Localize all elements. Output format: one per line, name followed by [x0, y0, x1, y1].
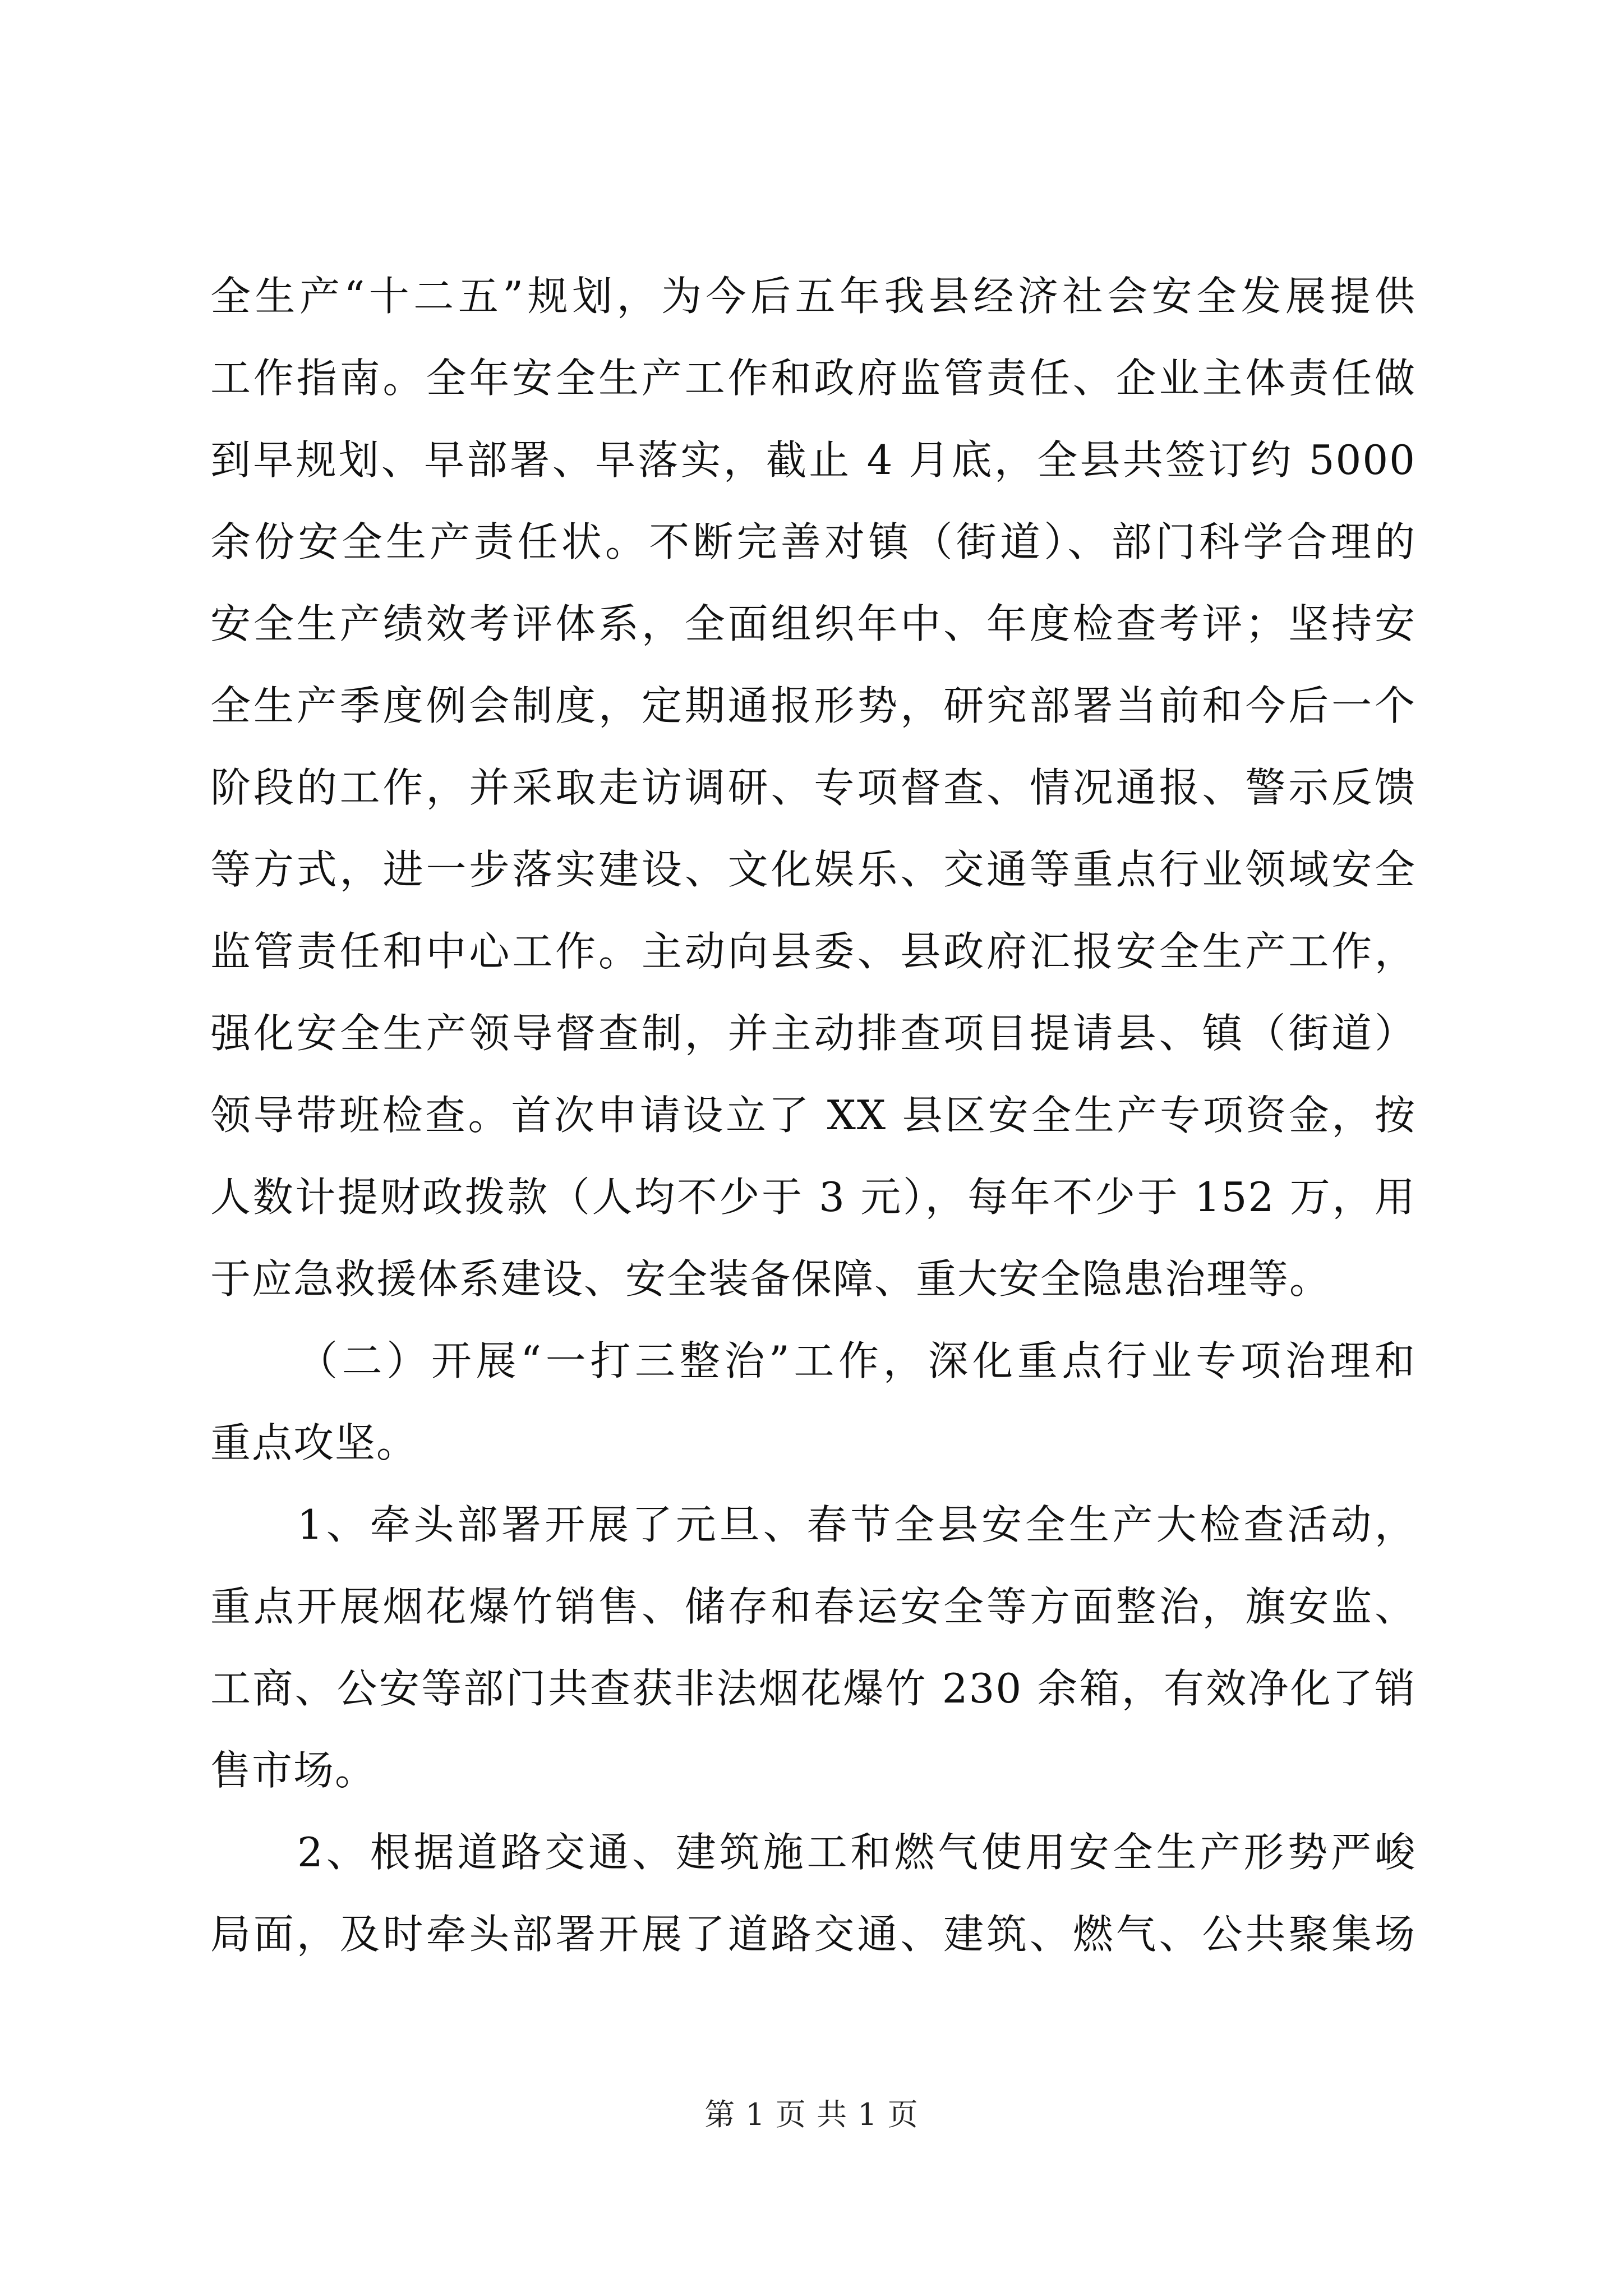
text-line: 重点开展烟花爆竹销售、储存和春运安全等方面整治，旗安监、 [210, 1583, 1416, 1630]
text-line: 强化安全生产领导督查制，并主动排查项目提请县、镇（街道） [210, 1010, 1416, 1057]
text-line: 工商、公安等部门共查获非法烟花爆竹 230 余箱，有效净化了销 [210, 1665, 1416, 1712]
text-line: 阶段的工作，并采取走访调研、专项督查、情况通报、警示反馈 [210, 764, 1416, 811]
text-line: 局面，及时牵头部署开展了道路交通、建筑、燃气、公共聚集场 [210, 1911, 1416, 1958]
section-heading-line: （二）开展“一打三整治”工作，深化重点行业专项治理和 [297, 1337, 1416, 1384]
text-line: 监管责任和中心工作。主动向县委、县政府汇报安全生产工作， [210, 928, 1416, 975]
text-line: 售市场。 [210, 1747, 377, 1794]
list-item-line: 2、根据道路交通、建筑施工和燃气使用安全生产形势严峻 [297, 1829, 1416, 1876]
document-body [210, 255, 1416, 1975]
text-line: 工作指南。全年安全生产工作和政府监管责任、企业主体责任做 [210, 355, 1416, 402]
text-line: 等方式，进一步落实建设、文化娱乐、交通等重点行业领域安全 [210, 846, 1416, 893]
text-line: 到早规划、早部署、早落实，截止 4 月底，全县共签订约 5000 [210, 436, 1416, 484]
page-footer: 第 1 页 共 1 页 [704, 2097, 919, 2132]
text-line: 重点攻坚。 [210, 1419, 418, 1466]
text-line: 于应急救援体系建设、安全装备保障、重大安全隐患治理等。 [210, 1255, 1331, 1303]
text-line: 全生产季度例会制度，定期通报形势，研究部署当前和今后一个 [210, 682, 1416, 729]
text-line: 领导带班检查。首次申请设立了 XX 县区安全生产专项资金，按 [210, 1092, 1416, 1139]
text-line: 全生产“十二五”规划，为今后五年我县经济社会安全发展提供 [210, 273, 1416, 320]
text-line: 安全生产绩效考评体系，全面组织年中、年度检查考评；坚持安 [210, 600, 1416, 647]
text-line: 人数计提财政拨款（人均不少于 3 元），每年不少于 152 万，用 [210, 1174, 1416, 1221]
list-item-line: 1、牵头部署开展了元旦、春节全县安全生产大检查活动， [297, 1501, 1416, 1548]
text-line: 余份安全生产责任状。不断完善对镇（街道）、部门科学合理的 [210, 518, 1416, 565]
